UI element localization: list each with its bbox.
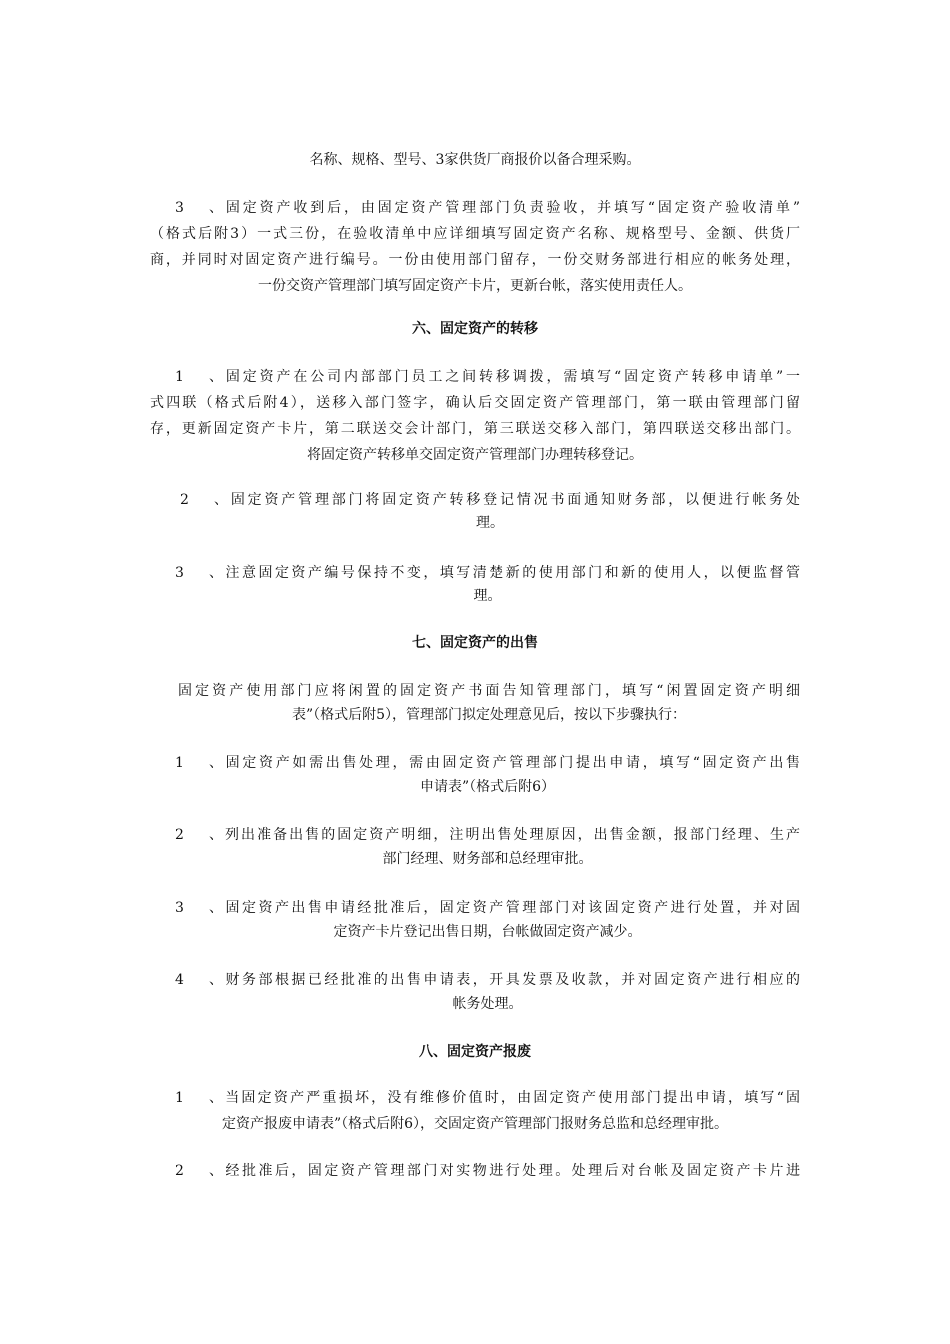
paragraph-line: 理。 (473, 588, 502, 604)
list-item (175, 195, 800, 221)
item-number: 1、 (175, 755, 223, 771)
paragraph-line: 注意固定资产编号保持不变，填写清楚新的使用部门和新的使用人，以便监督管 (223, 565, 800, 581)
paragraph-line: 固定资产管理部门将固定资产转移登记情况书面通知财务部，以便进行帐务处 (228, 492, 800, 508)
list-item (175, 1085, 800, 1111)
list-item (175, 967, 800, 993)
paragraph-line: 帐务处理。 (452, 996, 523, 1012)
paragraph-line: 固定资产如需出售处理，需由固定资产管理部门提出申请，填写“固定资产出售 (223, 755, 800, 771)
item-number: 2、 (180, 492, 228, 508)
paragraph-line: 定资产报废申请表”（格式后附6），交固定资产管理部门报财务总监和总经理审批。 (221, 1116, 729, 1132)
list-item (175, 750, 800, 776)
section-heading: 八、固定资产报废 (419, 1044, 531, 1060)
list-item (175, 822, 800, 848)
paragraph-line: 存，更新固定资产卡片，第二联送交会计部门，第三联送交移入部门，第四联送交移出部门。 (150, 421, 800, 437)
paragraph-line: 名称、规格、型号、3家供货厂商报价以备合理采购。 (309, 152, 641, 168)
paragraph-line: 当固定资产严重损坏，没有维修价值时，由固定资产使用部门提出申请，填写“固 (223, 1090, 800, 1106)
paragraph-line: 定资产卡片登记出售日期，台帐做固定资产减少。 (333, 924, 642, 940)
section-heading: 六、固定资产的转移 (412, 321, 538, 337)
item-number: 3、 (175, 200, 223, 216)
list-item (175, 895, 800, 921)
paragraph-line: 商，并同时对固定资产进行编号。一份由使用部门留存，一份交财务部进行相应的帐务处理， (150, 252, 800, 268)
item-number: 2、 (175, 827, 223, 843)
item-number: 4、 (175, 972, 223, 988)
item-number: 1、 (175, 369, 223, 385)
paragraph-line: 部门经理、财务部和总经理审批。 (382, 851, 593, 867)
list-item (175, 364, 800, 390)
paragraph-line: 申请表”（格式后附6） (419, 779, 556, 795)
paragraph-line: 固定资产出售申请经批准后，固定资产管理部门对该固定资产进行处置，并对固 (223, 900, 800, 916)
paragraph-line: （格式后附3）一式三份，在验收清单中应详细填写固定资产名称、规格型号、金额、供货厂 (150, 226, 800, 242)
paragraph-line: 理。 (476, 515, 504, 531)
paragraph-line: 固定资产在公司内部部门员工之间转移调拨，需填写“固定资产转移申请单”一 (223, 369, 800, 385)
paragraph-line: 固定资产收到后，由固定资产管理部门负责验收，并填写“固定资产验收清单” (223, 200, 800, 216)
paragraph-line: 财务部根据已经批准的出售申请表，开具发票及收款，并对固定资产进行相应的 (223, 972, 800, 988)
paragraph-line: 列出准备出售的固定资产明细，注明出售处理原因，出售金额，报部门经理、生产 (223, 827, 800, 843)
list-item (175, 1158, 800, 1184)
item-number: 1、 (175, 1090, 223, 1106)
paragraph-line: 经批准后，固定资产管理部门对实物进行处理。处理后对台帐及固定资产卡片进 (223, 1163, 800, 1179)
item-number: 2、 (175, 1163, 223, 1179)
paragraph-line: 固定资产使用部门应将闲置的固定资产书面告知管理部门，填写“闲置固定资产明细 (178, 683, 800, 699)
section-heading: 七、固定资产的出售 (412, 635, 538, 651)
paragraph-line: 式四联（格式后附4），送移入部门签字，确认后交固定资产管理部门，第一联由管理部门留 (150, 395, 800, 411)
item-number: 3、 (175, 900, 223, 916)
paragraph-line: 表”（格式后附5），管理部门拟定处理意见后，按以下步骤执行： (291, 707, 687, 723)
paragraph-line: 一份交资产管理部门填写固定资产卡片，更新台帐，落实使用责任人。 (258, 278, 692, 294)
paragraph-line: 将固定资产转移单交固定资产管理部门办理转移登记。 (307, 447, 643, 463)
item-number: 3、 (175, 565, 223, 581)
